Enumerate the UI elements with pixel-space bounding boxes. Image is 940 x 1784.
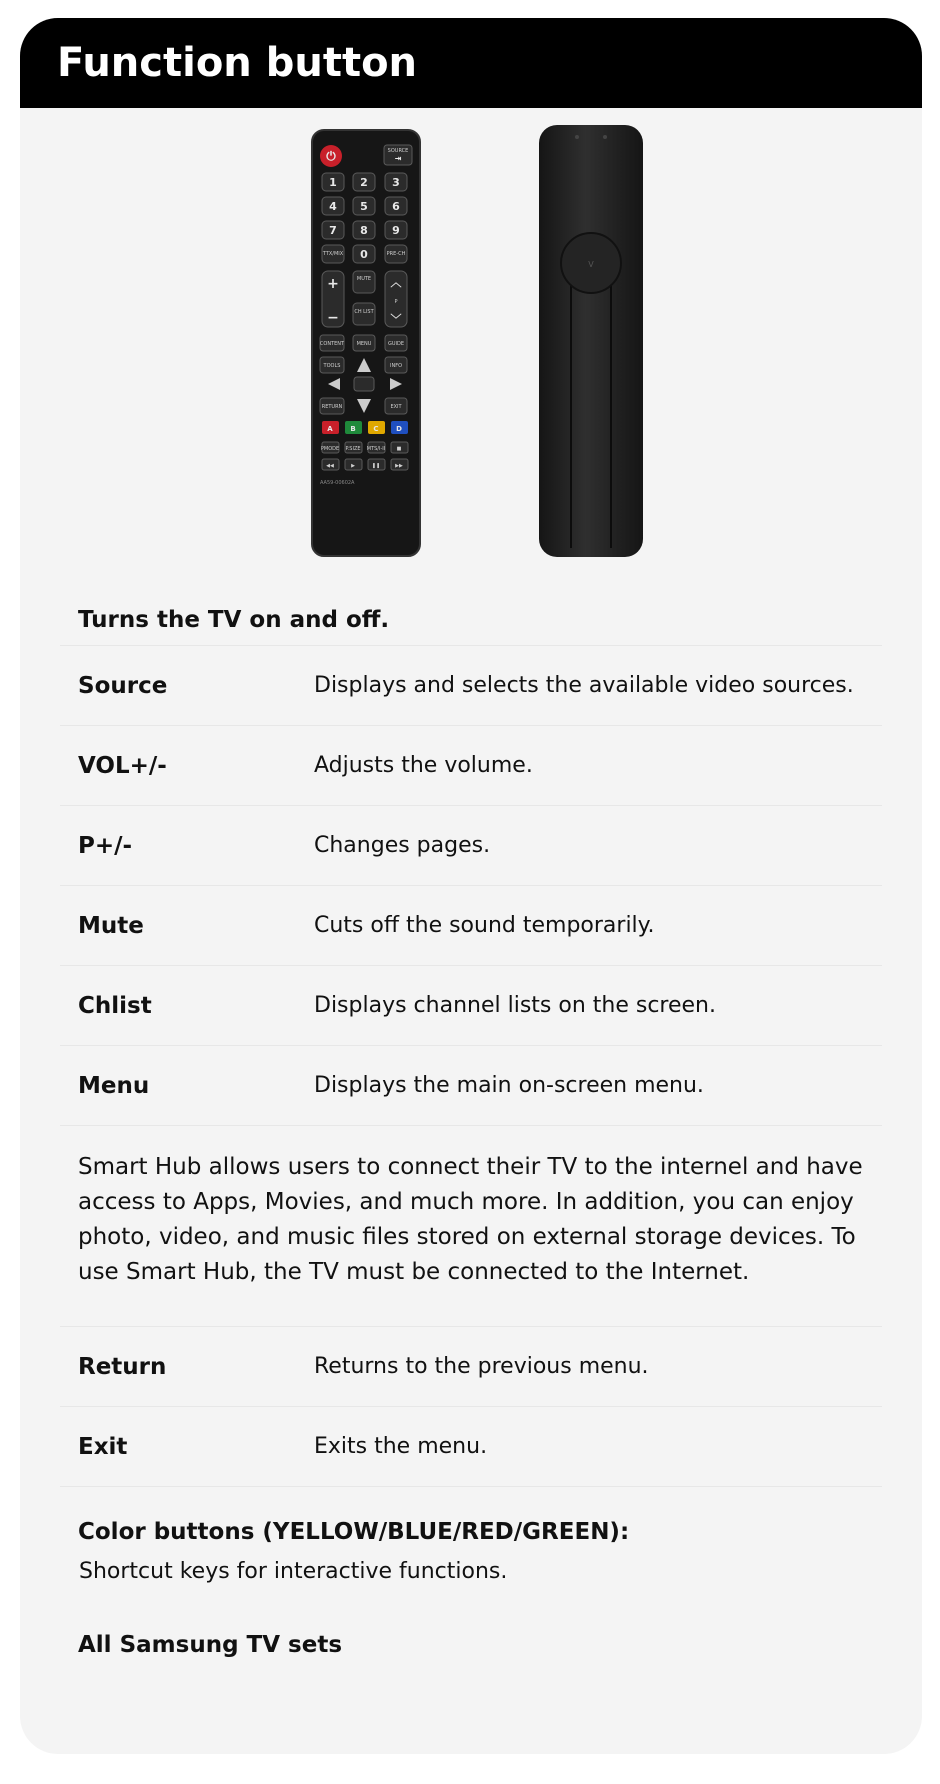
remote-back-image <box>537 123 645 559</box>
function-desc: Exits the menu. <box>314 1434 488 1459</box>
color-buttons-title: Color buttons (YELLOW/BLUE/RED/GREEN): <box>78 1519 630 1545</box>
smart-hub-description: Smart Hub allows users to connect their TV to the internel and have access to Apps, Movies, and much more. In addition, you can enjoy photo, video, and music files stored on external storage devices. To use Smart Hub, the TV must be connected to the Internet. <box>78 1154 863 1285</box>
svg-text:MENU: MENU <box>356 341 372 347</box>
svg-text:4: 4 <box>329 200 337 213</box>
function-name: Mute <box>78 912 144 939</box>
function-name: Menu <box>78 1072 150 1099</box>
function-name: Exit <box>78 1433 128 1460</box>
function-list <box>60 595 882 1658</box>
svg-text:RETURN: RETURN <box>321 404 343 410</box>
svg-text:▶: ▶ <box>351 463 355 469</box>
svg-text:︿: ︿ <box>390 276 402 289</box>
remote-front-image <box>310 128 422 558</box>
svg-text:⇥: ⇥ <box>394 154 402 163</box>
color-buttons-description: Shortcut keys for interactive functions. <box>79 1559 508 1584</box>
ok-key <box>354 377 374 391</box>
svg-text:MUTE: MUTE <box>356 276 372 282</box>
function-button-card <box>20 18 922 1754</box>
svg-text:MTS/I-II: MTS/I-II <box>366 446 386 452</box>
function-name: Chlist <box>78 992 152 1019</box>
svg-text:5: 5 <box>360 200 368 213</box>
function-desc: Returns to the previous menu. <box>314 1354 649 1379</box>
svg-text:INFO: INFO <box>389 363 403 369</box>
function-desc: Adjusts the volume. <box>314 753 533 778</box>
svg-text:+: + <box>327 276 339 292</box>
svg-text:■: ■ <box>396 446 402 452</box>
function-desc: Displays channel lists on the screen. <box>314 993 716 1018</box>
svg-text:A: A <box>327 425 333 433</box>
svg-text:◀◀: ◀◀ <box>326 463 334 469</box>
svg-text:⏻: ⏻ <box>326 149 336 163</box>
function-row-page <box>60 806 882 885</box>
svg-text:P.SIZE: P.SIZE <box>345 446 361 452</box>
svg-text:D: D <box>396 425 402 433</box>
function-name: Return <box>78 1353 167 1380</box>
svg-text:❚❚: ❚❚ <box>371 463 381 469</box>
svg-text:▶▶: ▶▶ <box>395 463 403 469</box>
svg-text:6: 6 <box>392 200 400 213</box>
svg-text:GUIDE: GUIDE <box>387 341 405 347</box>
function-row-menu <box>60 1046 882 1125</box>
svg-text:V: V <box>588 260 594 269</box>
function-desc: Cuts off the sound temporarily. <box>314 913 655 938</box>
function-name: P+/- <box>78 832 133 859</box>
function-row-exit <box>60 1407 882 1486</box>
function-row-mute <box>60 886 882 965</box>
function-row-return <box>60 1327 882 1406</box>
function-row-volume <box>60 726 882 805</box>
svg-text:CH LIST: CH LIST <box>354 309 374 315</box>
svg-text:AA59-00602A: AA59-00602A <box>320 480 355 486</box>
svg-text:−: − <box>327 310 339 326</box>
function-desc: Displays and selects the available video sources. <box>314 673 854 698</box>
svg-text:﹀: ﹀ <box>390 313 402 326</box>
svg-text:7: 7 <box>329 224 337 237</box>
svg-text:8: 8 <box>360 224 368 237</box>
function-desc: Changes pages. <box>314 833 491 858</box>
svg-text:TOOLS: TOOLS <box>323 363 341 369</box>
svg-text:1: 1 <box>329 176 337 189</box>
svg-text:PRE-CH: PRE-CH <box>386 251 406 257</box>
svg-text:9: 9 <box>392 224 400 237</box>
power-description: Turns the TV on and off. <box>78 607 390 633</box>
svg-text:EXIT: EXIT <box>390 404 402 410</box>
svg-text:C: C <box>373 425 379 433</box>
svg-text:PMODE: PMODE <box>320 446 340 452</box>
svg-text:TTX/MIX: TTX/MIX <box>322 251 344 257</box>
function-name: Source <box>78 672 168 699</box>
svg-text:2: 2 <box>360 176 368 189</box>
function-row-chlist <box>60 966 882 1045</box>
page-header <box>20 18 922 108</box>
svg-text:B: B <box>350 425 356 433</box>
compatibility-note: All Samsung TV sets <box>78 1632 343 1658</box>
svg-text:0: 0 <box>360 248 368 261</box>
page-title: Function button <box>57 40 418 86</box>
svg-text:CONTENT: CONTENT <box>319 341 345 347</box>
svg-text:P: P <box>394 299 398 305</box>
function-row-source <box>60 646 882 725</box>
function-desc: Displays the main on-screen menu. <box>314 1073 704 1098</box>
svg-text:SOURCE: SOURCE <box>387 148 409 154</box>
svg-text:3: 3 <box>392 176 400 189</box>
remote-images <box>20 108 922 578</box>
function-name: VOL+/- <box>78 752 167 779</box>
